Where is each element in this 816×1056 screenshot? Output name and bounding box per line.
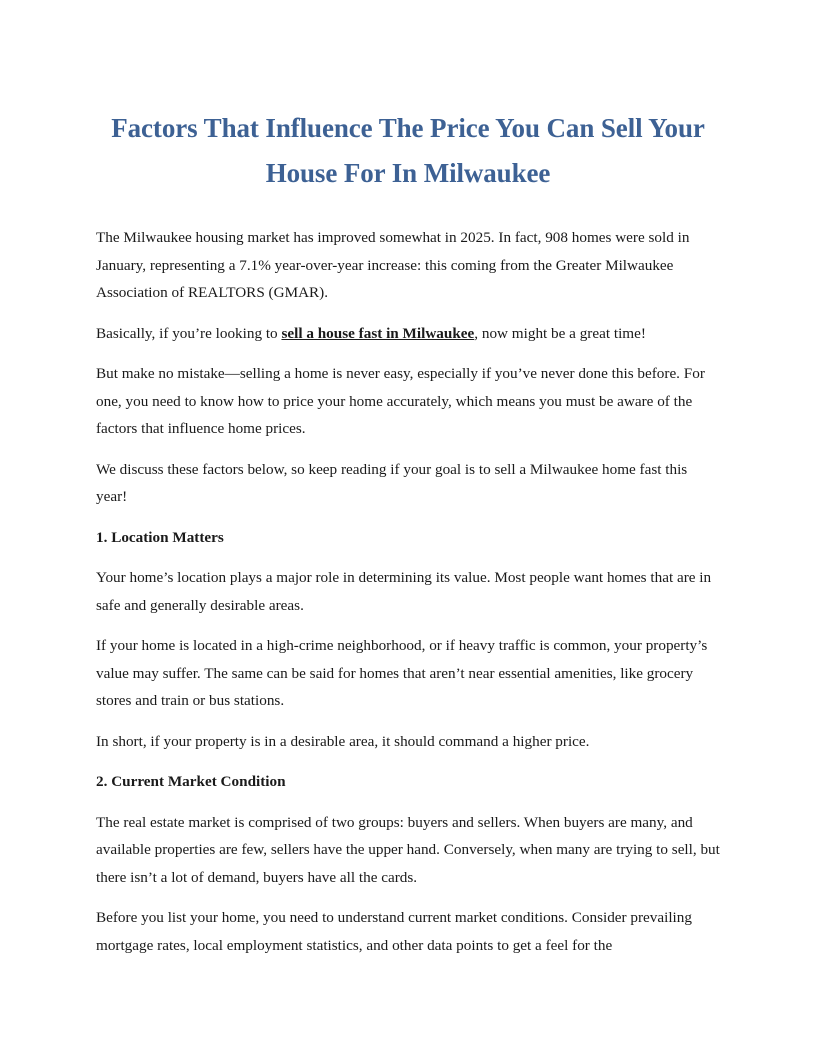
paragraph-location-role: Your home’s location plays a major role in determining its value. Most people want homes that are in safe and generally desirable areas.	[96, 569, 712, 614]
sell-house-fast-link[interactable]: sell a house fast in Milwaukee	[281, 324, 475, 342]
paragraph-discuss: We discuss these factors below, so keep reading if your goal is to sell a Milwaukee home fast this year!	[96, 460, 688, 505]
paragraph-location-summary: In short, if your property is in a desirable area, it should command a higher price.	[96, 732, 590, 750]
paragraph-location-crime: If your home is located in a high-crime neighborhood, or if heavy traffic is common, your property’s value may suffer. The same can be said for homes that aren’t near essential amenities, like grocery stores and train or bus stations.	[96, 637, 708, 709]
document-body	[96, 224, 720, 959]
section-heading-market: 2. Current Market Condition	[96, 773, 286, 790]
paragraph-no-mistake: But make no mistake—selling a home is never easy, especially if you’ve never done this before. For one, you need to know how to price your home accurately, which means you must be aware of the factors that influence home prices.	[96, 365, 705, 437]
paragraph-sell-fast	[96, 320, 720, 348]
document-title: Factors That Influence The Price You Can Sell Your House For In Milwaukee	[111, 113, 705, 188]
paragraph-sell-fast-before: Basically, if you’re looking to	[96, 324, 282, 342]
paragraph-market-groups: The real estate market is comprised of two groups: buyers and sellers. When buyers are many, and available properties are few, sellers have the upper hand. Conversely, when many are trying to sell, but there isn’t a lot of demand, buyers have all the cards.	[96, 813, 720, 886]
document-page	[96, 106, 720, 972]
paragraph-market-conditions: Before you list your home, you need to understand current market conditions. Consider prevailing mortgage rates, local employment statistics, and other data points to get a feel for the	[96, 909, 692, 954]
paragraph-intro: The Milwaukee housing market has improved somewhat in 2025. In fact, 908 homes were sold in January, representing a 7.1% year-over-year increase: this coming from the Greater Milwaukee Association of REALTORS (GMAR).	[96, 229, 690, 301]
paragraph-sell-fast-after: , now might be a great time!	[474, 324, 646, 342]
section-heading-location: 1. Location Matters	[96, 528, 224, 546]
